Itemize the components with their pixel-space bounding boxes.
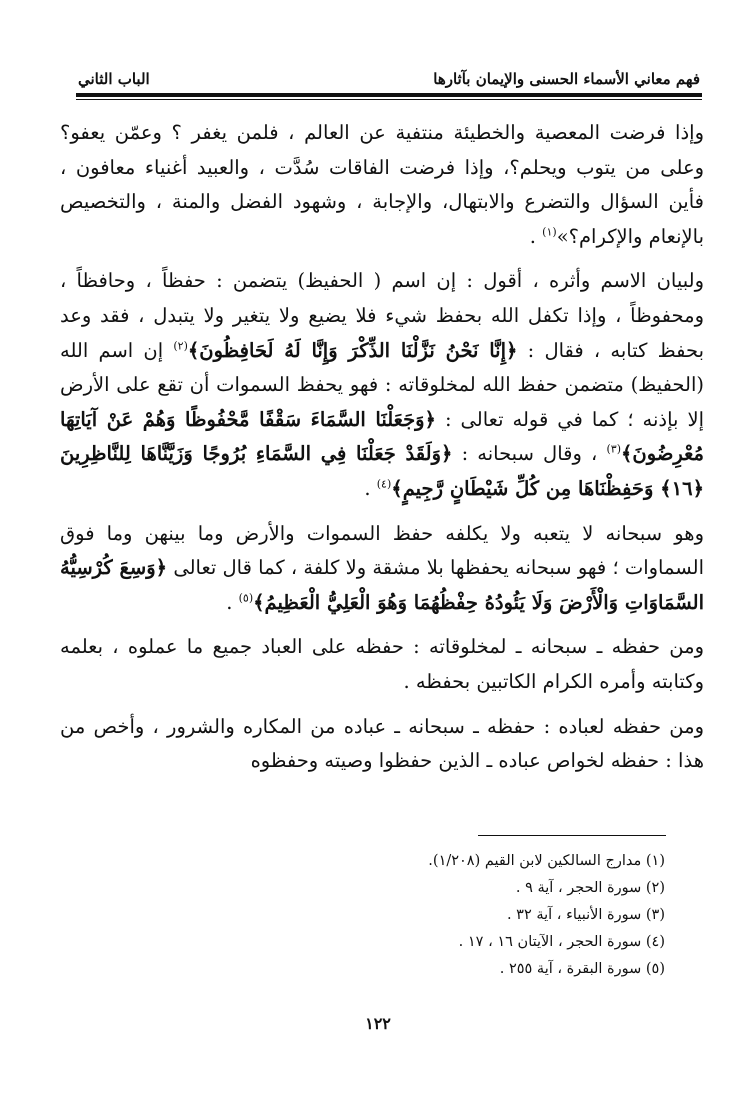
paragraph-5: ومن حفظه لعباده : حفظه ـ سبحانه ـ عباده من المكاره والشرور ، وأخص من هذا : حفظه لخواص عباده ـ الذين حفظوا وصيته وحفظوه (60, 714, 704, 773)
paragraph-3: وهو سبحانه لا يتعبه ولا يكلفه حفظ السموات والأرض وما بينهن وما فوق السماوات ؛ فهو سبحانه يحفظها بلا مشقة ولا كلفة ، كما قال تعالى ﴿وَسِعَ كُرْسِيُّهُ السَّمَاوَاتِ وَالْأَرْضَ وَلَا يَئُودُهُ حِفْظُهُمَا وَهُوَ الْعَلِيُّ الْعَظِيمُ﴾$^{(٥)}$ . (60, 521, 705, 614)
quran-quote-4: ﴿وَسِعَ كُرْسِيُّهُ السَّمَاوَاتِ وَالْأَرْضَ وَلَا يَئُودُهُ حِفْظُهُمَا وَهُوَ الْعَلِيُّ الْعَظِيمُ﴾ (60, 556, 704, 614)
main-text (60, 116, 704, 789)
book-title: فهم معاني الأسماء الحسنى والإيمان بآثارها (433, 70, 700, 88)
quran-quote-1: ﴿إِنَّا نَحْنُ نَزَّلْنَا الذِّكْرَ وَإِنَّا لَهُ لَحَافِظُونَ﴾ (187, 338, 518, 362)
footnote-ref-3: (٣) (606, 442, 621, 456)
footnote-5: (٥) سورة البقرة ، آية ٢٥٥ . (499, 961, 665, 977)
paragraph-1: وإذا فرضت المعصية والخطيئة منتفية عن العالم ، فلمن يغفر ؟ وعمّن يعفو؟ وعلى من يتوب ويحلم؟، وإذا فرضت الفاقات سُدَّت ، والعبيد أغنياء معافون ، فأين السؤال والتضرع والابتهال، والإجابة ، وشهود الفضل والمنة ، والتخصيص بالإنعام والإكرام؟»$^{(١)}$ . (60, 121, 704, 248)
running-header (78, 66, 700, 94)
quran-quote-2: ﴿وَجَعَلْنَا السَّمَاءَ سَقْفًا مَّحْفُوظًا وَهُمْ عَنْ آيَاتِهَا مُعْرِضُونَ﴾ (60, 407, 704, 466)
page-number: ١٢٢ (365, 1014, 391, 1033)
header-rule-thick (76, 93, 702, 97)
header-rule-thin (76, 99, 702, 100)
footnote-separator (478, 835, 666, 836)
footnote-1: (١) مدارج السالكين لابن القيم (١/٢٠٨). (428, 853, 665, 869)
footnote-ref-2: (٢) (173, 339, 188, 353)
paragraph-4: ومن حفظه ـ سبحانه ـ لمخلوقاته : حفظه على العباد جميع ما عملوه ، بعلمه وكتابته وأمره الكرام الكاتبين بحفظه . (60, 635, 704, 693)
footnote-ref-1: (١) (542, 225, 557, 239)
footnote-ref-5: (٥) (238, 591, 254, 605)
paragraph-2: ولبيان الاسم وأثره ، أقول : إن اسم ( الحفيظ) يتضمن : حفظاً ، وحافظاً ، ومحفوظاً ، وإذا تكفل الله بحفظ شيء فلا يضيع ولا يتغير ولا يتبدل ، فقد وعد بحفظ كتابه ، فقال : ﴿إِنَّا نَحْنُ نَزَّلْنَا الذِّكْرَ وَإِنَّا لَهُ لَحَافِظُونَ﴾$^{(٢)}$ إن اسم الله (الحفيظ) متضمن حفظ الله لمخلوقاته : فهو يحفظ السموات أن تقع على الأرض إلا بإذنه ؛ كما في قوله تعالى : ﴿وَجَعَلْنَا السَّمَاءَ سَقْفًا مَّحْفُوظًا وَهُمْ عَنْ آيَاتِهَا مُعْرِضُونَ﴾$^{(٣)}$ ، وقال سبحانه : ﴿وَلَقَدْ جَعَلْنَا فِي السَّمَاءِ بُرُوجًا وَزَيَّنَّاهَا لِلنَّاظِرِينَ ﴿١٦﴾ وَحَفِظْنَاهَا مِن كُلِّ شَيْطَانٍ رَّجِيمٍ﴾$^{(٤)}$ . (60, 269, 704, 500)
footnote-2: (٢) سورة الحجر ، آية ٩ . (515, 880, 665, 896)
footnote-ref-4: (٤) (376, 477, 392, 491)
footnote-3: (٣) سورة الأنبياء ، آية ٣٢ . (506, 907, 665, 923)
quran-quote-3: ﴿وَلَقَدْ جَعَلْنَا فِي السَّمَاءِ بُرُوجًا وَزَيَّنَّاهَا لِلنَّاظِرِينَ ﴿١٦﴾ وَحَفِظْنَاهَا مِن كُلِّ شَيْطَانٍ رَّجِيمٍ﴾ (60, 442, 704, 500)
chapter-title: الباب الثاني (78, 70, 150, 88)
footnotes (300, 848, 665, 983)
footnote-4: (٤) سورة الحجر ، الآيتان ١٦ ، ١٧ . (458, 934, 665, 950)
